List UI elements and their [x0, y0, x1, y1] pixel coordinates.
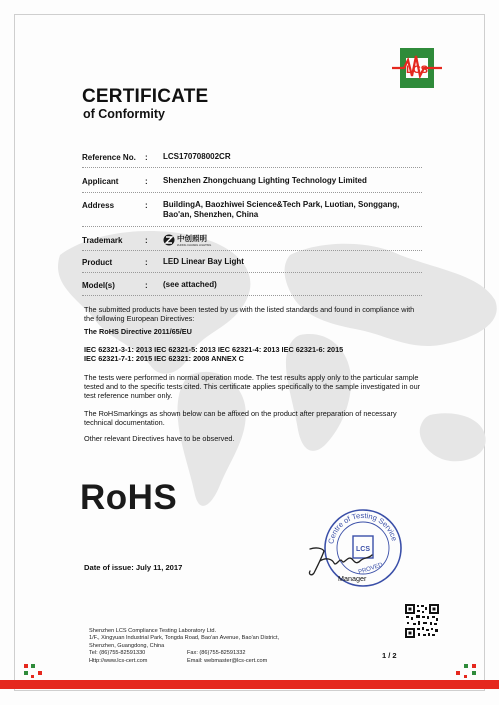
- certificate-subtitle: of Conformity: [83, 107, 165, 121]
- rohs-mark: RoHS: [80, 478, 178, 517]
- tests-paragraph: The tests were performed in normal operation mode. The test results apply only to the particular sample tested and to the specific tests cited. This certificate applies specifically to the sample investigated in our test reference number only.: [84, 373, 421, 400]
- footer-address: [89, 628, 279, 665]
- logo-text: LCS: [406, 64, 428, 76]
- field-label: Reference No.: [82, 153, 136, 162]
- footer-fax: Fax: (86)755-82591332: [187, 650, 246, 657]
- decorative-dots-left: [22, 662, 52, 680]
- field-value: LED Linear Bay Light: [163, 257, 244, 266]
- footer-website-link[interactable]: Http://www.lcs-cert.com: [89, 657, 148, 664]
- standards-line-1: IEC 62321-3-1: 2013 IEC 62321-5: 2013 IEC 62321-4: 2013 IEC 62321-6: 2015: [84, 345, 344, 354]
- field-label: Trademark: [82, 236, 123, 245]
- other-directives: Other relevant Directives have to be observed.: [84, 434, 235, 443]
- stamp-ring-text: Centre of Testing Service: [326, 510, 400, 545]
- field-colon: :: [145, 153, 148, 162]
- date-of-issue: Date of issue: July 11, 2017: [84, 563, 183, 572]
- footer-red-bar: [0, 680, 499, 689]
- footer-line: Shenzhen, Guangdong, China: [89, 642, 165, 649]
- stamp-bottom-text: PROVED: [357, 562, 384, 576]
- field-value: LCS170708002CR: [163, 152, 231, 161]
- field-label: Address: [82, 201, 115, 210]
- field-label: Applicant: [82, 177, 119, 186]
- decorative-dots-right: [444, 662, 480, 680]
- divider: [82, 226, 422, 227]
- field-colon: :: [145, 281, 148, 290]
- lcs-logo: [392, 46, 442, 90]
- divider: [82, 295, 422, 296]
- certificate-title: CERTIFICATE: [82, 86, 209, 107]
- field-value: Shenzhen Zhongchuang Lighting Technology Limited: [163, 176, 367, 185]
- divider: [82, 250, 422, 251]
- page-number: 1 / 2: [382, 651, 397, 660]
- field-label: Product: [82, 258, 113, 267]
- divider: [82, 192, 422, 193]
- field-value: (see attached): [163, 280, 217, 289]
- trademark-chinese: 中创照明: [177, 234, 207, 243]
- field-colon: :: [145, 258, 148, 267]
- footer-email-link[interactable]: Email: webmaster@lcs-cert.com: [187, 657, 268, 664]
- markings-paragraph: The RoHSmarkings as shown below can be affixed on the product after preparation of necessary technical documentation.: [84, 409, 397, 427]
- field-value: BuildingA, Baozhiwei Science&Tech Park, Luotian, Songgang,: [163, 200, 400, 209]
- intro-paragraph: The submitted products have been tested by us with the listed standards and found in compliance with the following European Directives:: [84, 305, 415, 323]
- trademark-logo: [163, 233, 221, 247]
- field-value: Bao'an, Shenzhen, China: [163, 210, 259, 219]
- trademark-english: ZHONG CHUANG LIGHTING: [177, 244, 212, 247]
- divider: [82, 167, 422, 168]
- field-colon: :: [145, 177, 148, 186]
- qr-code[interactable]: [404, 603, 440, 639]
- stamp-center-text: LCS: [356, 546, 370, 553]
- divider: [82, 272, 422, 273]
- standards-line-2: IEC 62321-7-1: 2015 IEC 62321: 2008 ANNEX C: [84, 354, 244, 363]
- manager-label: Manager: [338, 574, 367, 583]
- footer-line: Shenzhen LCS Compliance Testing Laboratory Ltd.: [89, 628, 217, 634]
- field-colon: :: [145, 201, 148, 210]
- directive: The RoHS Directive 2011/65/EU: [84, 327, 192, 336]
- footer-line: 1/F., Xingyuan Industrial Park, Tongda Road, Bao'an Avenue, Bao'an District,: [89, 635, 280, 642]
- field-label: Model(s): [82, 281, 115, 290]
- footer-tel: Tel: (86)755-82591330: [89, 650, 146, 657]
- field-colon: :: [145, 236, 148, 245]
